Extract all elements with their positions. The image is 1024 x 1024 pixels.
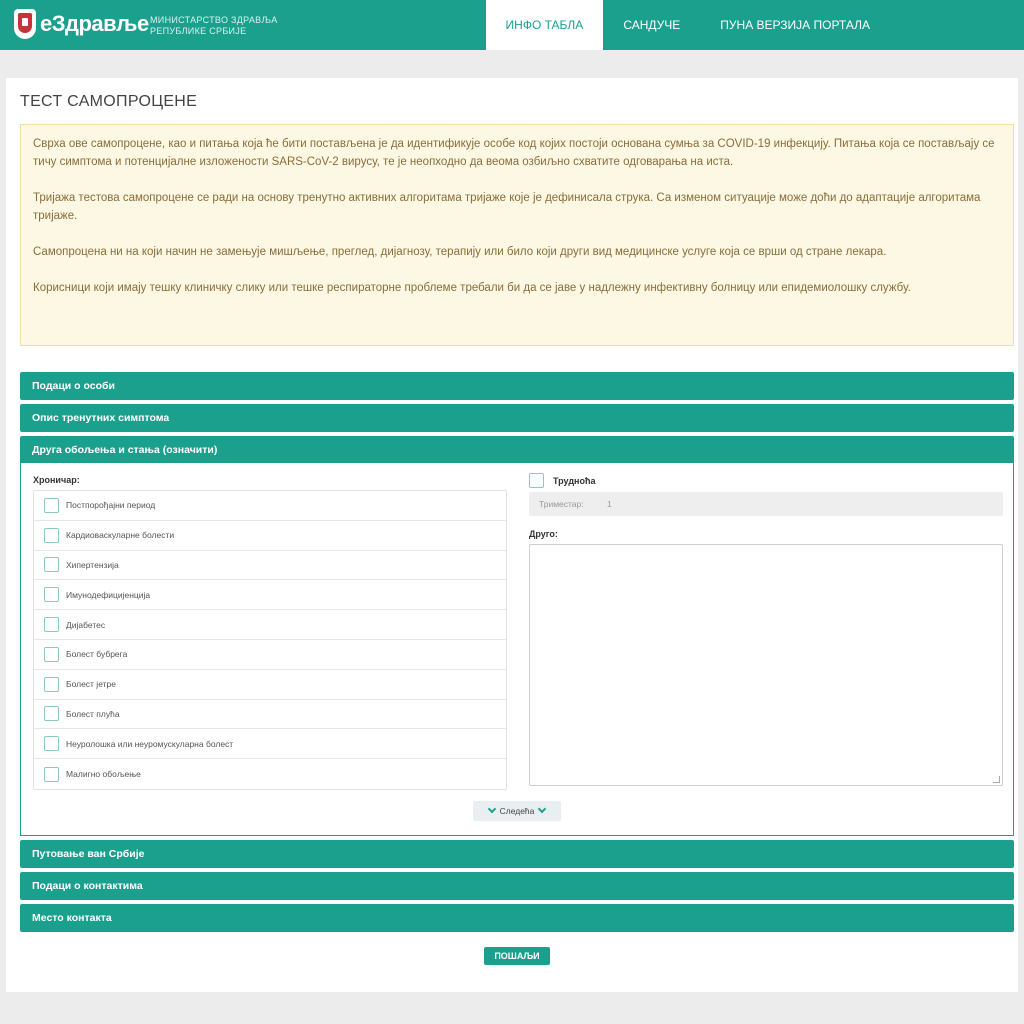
logo[interactable] <box>14 9 149 39</box>
nav-inbox[interactable]: САНДУЧЕ <box>623 18 681 32</box>
checkbox[interactable] <box>44 498 59 513</box>
condition-label: Имунодефицијенција <box>66 589 151 600</box>
nav-info-board[interactable]: ИНФО ТАБЛА <box>486 0 604 50</box>
condition-label: Болест бубрега <box>66 649 128 660</box>
conditions-list <box>33 490 507 790</box>
chronic-label: Хроничар: <box>33 475 80 485</box>
chevron-down-icon <box>538 805 546 813</box>
section-contacts[interactable]: Подаци о контактима <box>20 872 1014 900</box>
pregnancy-checkbox[interactable] <box>529 473 544 488</box>
main-panel <box>6 78 1018 992</box>
other-conditions-panel <box>20 463 1014 836</box>
info-notice <box>20 124 1014 346</box>
checkbox[interactable] <box>44 617 59 632</box>
notice-paragraph: Корисници који имају тешку клиничку слику или тешке респираторне проблеме требали би да се јаве у надлежну инфективну болницу или епидемиолошку службу. <box>33 282 911 294</box>
trimester-value: 1 <box>607 499 612 509</box>
condition-label: Неуролошка или неуромускуларна болест <box>66 738 234 749</box>
list-item[interactable] <box>34 640 506 670</box>
checkbox[interactable] <box>44 587 59 602</box>
next-button[interactable] <box>473 801 561 821</box>
chevron-down-icon <box>487 805 495 813</box>
notice-paragraph: Сврха ове самопроцене, као и питања која ће бити постављена је да идентификује особе код којих постоји основана сумња за COVID-19 инфекцију. Питања која се постављају се тичу симптома и потенцијалне изложености SARS-CoV-2 вирусу, те је неопходно да веома озбиљно схватите одговарања на иста. <box>33 138 995 168</box>
section-personal-data[interactable]: Подаци о особи <box>20 372 1014 400</box>
ministry-line-2: РЕПУБЛИКЕ СРБИЈЕ <box>150 26 247 36</box>
checkbox[interactable] <box>44 557 59 572</box>
submit-button[interactable]: ПОШАЉИ <box>484 947 550 965</box>
list-item[interactable] <box>34 580 506 610</box>
condition-label: Хипертензија <box>66 559 119 570</box>
list-item[interactable] <box>34 670 506 700</box>
list-item[interactable] <box>34 551 506 581</box>
pregnancy-label: Трудноћа <box>553 476 596 486</box>
condition-label: Постпорођајни период <box>66 500 156 511</box>
top-navbar <box>0 0 1024 50</box>
nav-full-portal[interactable]: ПУНА ВЕРЗИЈА ПОРТАЛА <box>720 18 870 32</box>
serbian-crest-icon <box>14 9 36 39</box>
condition-label: Кардиоваскуларне болести <box>66 530 175 541</box>
next-button-label: Следећа <box>499 806 535 816</box>
checkbox[interactable] <box>44 706 59 721</box>
other-textarea[interactable] <box>529 544 1003 786</box>
list-item[interactable] <box>34 521 506 551</box>
list-item[interactable] <box>34 729 506 759</box>
list-item[interactable] <box>34 491 506 521</box>
list-item[interactable] <box>34 610 506 640</box>
section-other-conditions[interactable]: Друга обољења и стања (означити) <box>20 436 1014 464</box>
ministry-line-1: МИНИСТАРСТВО ЗДРАВЉА <box>150 15 278 25</box>
brand-name: eЗдравље <box>40 11 149 36</box>
checkbox[interactable] <box>44 767 59 782</box>
ministry-name <box>150 15 278 37</box>
checkbox[interactable] <box>44 647 59 662</box>
trimester-field <box>529 492 1003 516</box>
resize-handle-icon[interactable] <box>993 776 1000 783</box>
condition-label: Дијабетес <box>66 619 106 630</box>
trimester-label: Триместар: <box>539 499 584 509</box>
checkbox[interactable] <box>44 736 59 751</box>
condition-label: Болест јетре <box>66 679 116 690</box>
condition-label: Малигно обољење <box>66 769 141 780</box>
checkbox[interactable] <box>44 677 59 692</box>
other-label: Друго: <box>529 529 558 539</box>
checkbox[interactable] <box>44 528 59 543</box>
list-item[interactable] <box>34 759 506 789</box>
notice-paragraph: Тријажа тестова самопроцене се ради на основу тренутно активних алгоритама тријаже које је дефинисала струка. Са изменом ситуације може доћи до адаптације алгоритама тријаже. <box>33 192 981 222</box>
notice-paragraph: Самопроцена ни на који начин не замењује мишљење, преглед, дијагнозу, терапију или било који други вид медицинске услуге која се врши од стране лекара. <box>33 246 887 258</box>
condition-label: Болест плућа <box>66 708 120 719</box>
section-current-symptoms[interactable]: Опис тренутних симптома <box>20 404 1014 432</box>
list-item[interactable] <box>34 700 506 730</box>
section-travel[interactable]: Путовање ван Србије <box>20 840 1014 868</box>
page-title: ТЕСТ САМОПРОЦЕНЕ <box>20 93 198 110</box>
section-contact-place[interactable]: Место контакта <box>20 904 1014 932</box>
main-nav <box>486 0 890 50</box>
